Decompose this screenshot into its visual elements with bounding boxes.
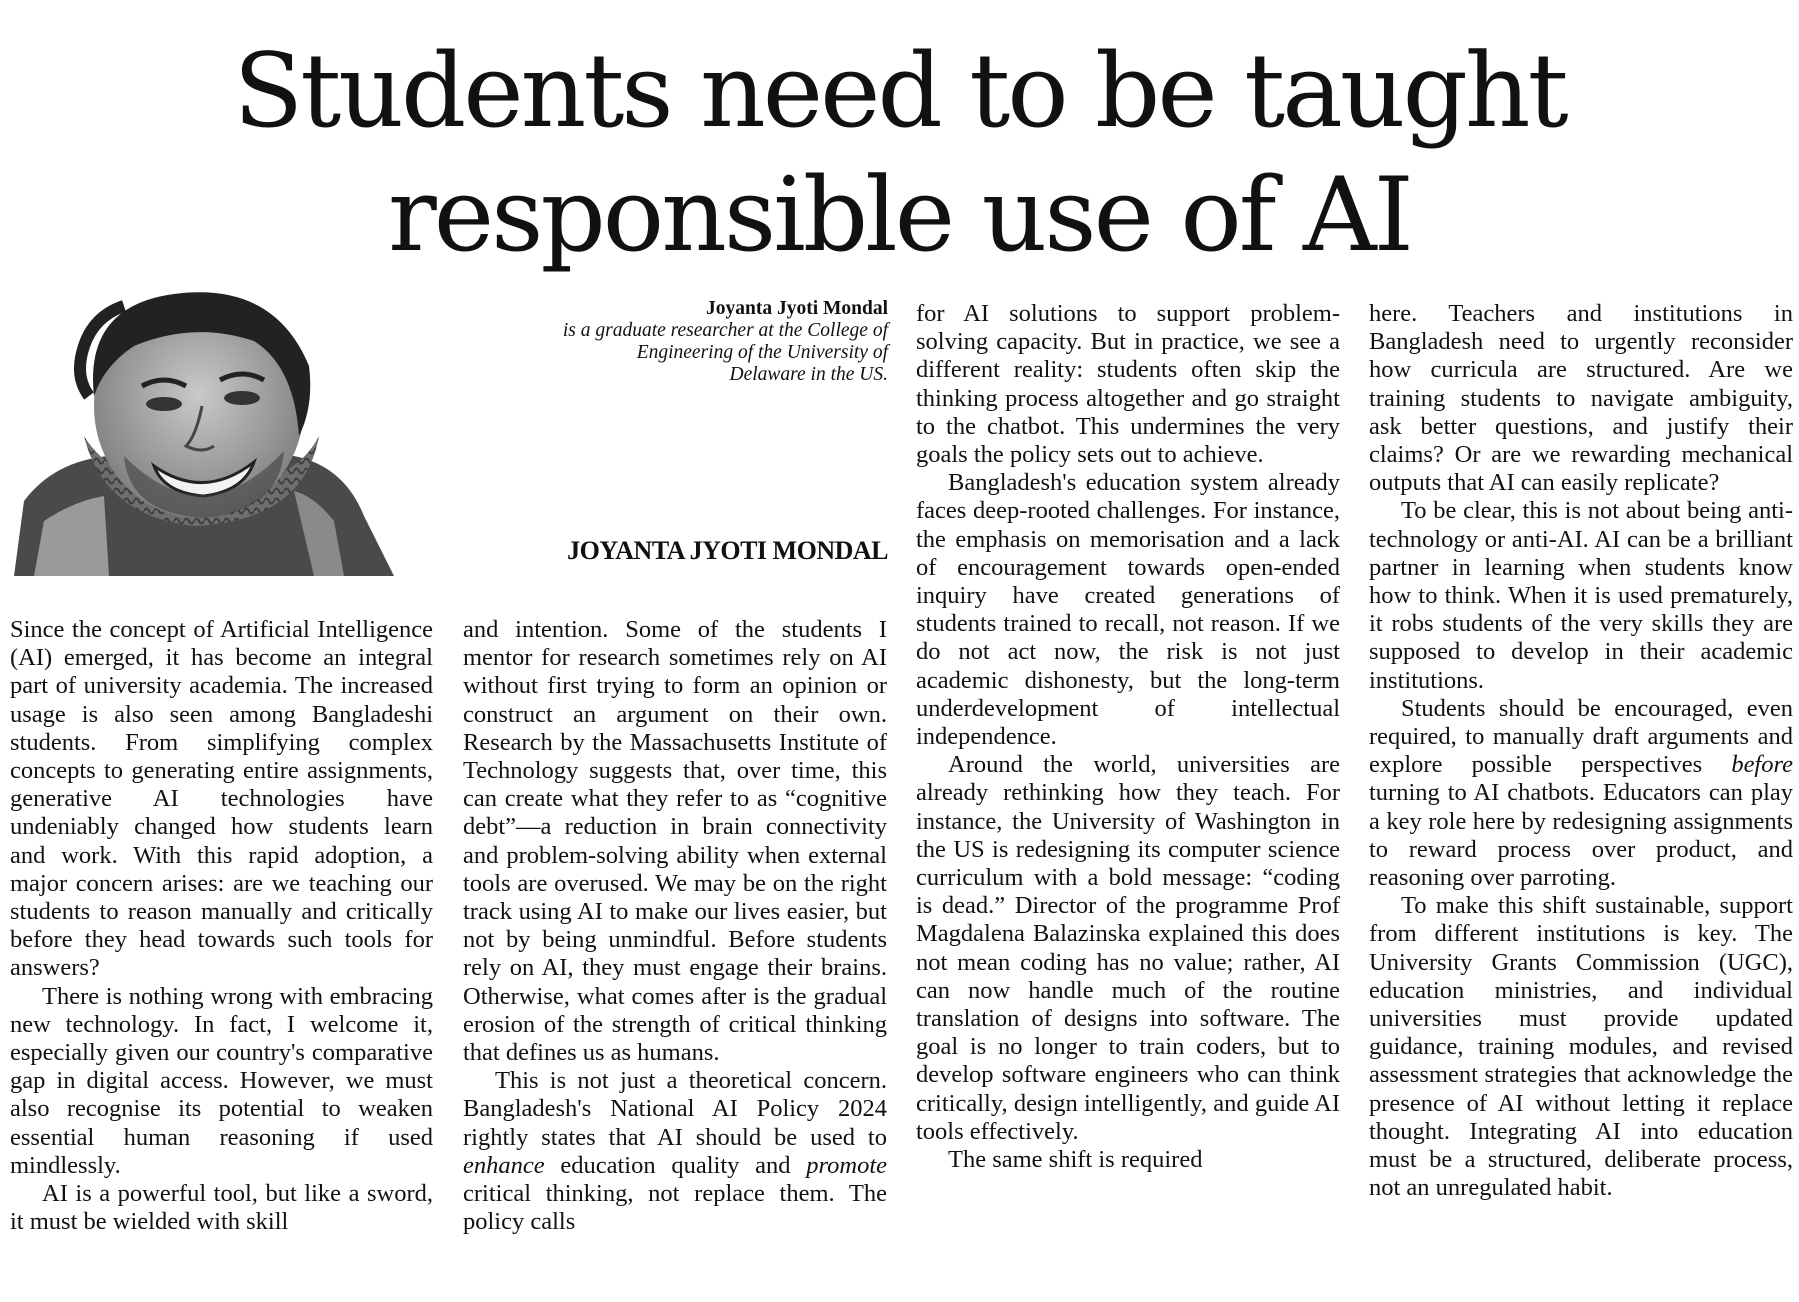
paragraph bbox=[463, 1067, 887, 1236]
paragraph-text: Students should be encouraged, even required, to manually draft arguments and explore possible perspectives bbox=[1369, 694, 1793, 779]
author-photo bbox=[14, 286, 394, 576]
emphasis-enhance: enhance bbox=[463, 1151, 545, 1179]
paragraph: Bangladesh's education system already faces deep-rooted challenges. For instance, the emphasis on memorisation and a lack of encouragement towards open-ended inquiry have created generations of students trained to recall, not reason. If we do not act now, the risk is not just academic dishonesty, but the long-term underdevelopment of intellectual independence. bbox=[916, 469, 1340, 751]
paragraph bbox=[1369, 695, 1793, 892]
paragraph-text: education quality and bbox=[544, 1151, 807, 1179]
paragraph: AI is a powerful tool, but like a sword, it must be wielded with skill bbox=[10, 1180, 433, 1236]
paragraph: here. Teachers and institutions in Bangladesh need to urgently reconsider how curricula are structured. Are we training students to navigate ambiguity, ask better questions, and justify their claims? Or are we rewarding mechanical outputs that AI can easily replicate? bbox=[1369, 300, 1793, 497]
article-column-3 bbox=[916, 300, 1340, 1174]
paragraph: and intention. Some of the students I mentor for research sometimes rely on AI without first trying to form an opinion or construct an argument on their own. Research by the Massachusetts Institute of Technology suggests that, over time, this can create what they refer to as “cognitive debt”—a reduction in brain connectivity and problem-solving ability when external tools are overused. We may be on the right track using AI to make our lives easier, but not by being unmindful. Before students rely on AI, they must engage their brains. Otherwise, what comes after is the gradual erosion of the strength of critical thinking that defines us as humans. bbox=[463, 616, 887, 1067]
headline-line-1: Students need to be taught bbox=[233, 32, 1566, 151]
paragraph-text: This is not just a theoretical concern. Bangladesh's National AI Policy 2024 rightly states that AI should be used to bbox=[463, 1067, 887, 1151]
paragraph: To be clear, this is not about being anti-technology or anti-AI. AI can be a brilliant partner in learning when students know how to think. When it is used prematurely, it robs students of the very skills they are supposed to develop in their academic institutions. bbox=[1369, 497, 1793, 694]
article-column-4 bbox=[1369, 300, 1793, 1203]
emphasis-before: before bbox=[1731, 751, 1793, 779]
paragraph: There is nothing wrong with embracing new technology. In fact, I welcome it, especially given our country's comparative gap in digital access. However, we must also recognise its potential to weaken essential human reasoning if used mindlessly. bbox=[10, 982, 433, 1179]
byline: JOYANTA JYOTI MONDAL bbox=[567, 536, 888, 565]
paragraph-text: critical thinking, not replace them. The policy calls bbox=[463, 1180, 887, 1236]
author-bio bbox=[560, 298, 888, 386]
paragraph: Since the concept of Artificial Intelligence (AI) emerged, it has become an integral part of university academia. The increased usage is also seen among Bangladeshi students. From simplifying complex concepts to generating entire assignments, generative AI technologies have undeniably changed how students learn and work. With this rapid adoption, a major concern arises: are we teaching our students to reason manually and critically before they head towards such tools for answers? bbox=[10, 616, 433, 982]
emphasis-promote: promote bbox=[806, 1151, 887, 1179]
author-bio-name: Joyanta Jyoti Mondal bbox=[705, 298, 888, 319]
paragraph: Around the world, universities are already rethinking how they teach. For instance, the University of Washington in the US is redesigning its computer science curriculum with a bold message: “coding is dead.” Director of the programme Prof Magdalena Balazinska explained this does not mean coding has no value; rather, AI can now handle much of the routine translation of designs into software. The goal is no longer to train coders, but to develop software engineers who can think critically, design intelligently, and guide AI tools effectively. bbox=[916, 751, 1340, 1145]
headline bbox=[0, 30, 1799, 278]
paragraph-text: turning to AI chatbots. Educators can play a key role here by redesigning assignments to reward process over product, and reasoning over parroting. bbox=[1369, 779, 1793, 892]
paragraph: To make this shift sustainable, support from different institutions is key. The University Grants Commission (UGC), education ministries, and individual universities must provide updated guidance, training modules, and revised assessment strategies that acknowledge the presence of AI without letting it replace thought. Integrating AI into education must be a structured, deliberate process, not an unregulated habit. bbox=[1369, 892, 1793, 1202]
article-column-1 bbox=[10, 616, 433, 1236]
article-column-2 bbox=[463, 616, 887, 1236]
headline-line-2: responsible use of AI bbox=[388, 156, 1411, 275]
paragraph: The same shift is required bbox=[948, 1146, 1203, 1174]
author-bio-text: is a graduate researcher at the College of Engineering of the University of Delaware in the US. bbox=[562, 320, 888, 385]
paragraph: for AI solutions to support problem-solving capacity. But in practice, we see a different reality: students often skip the thinking process altogether and go straight to the chatbot. This undermines the very goals the policy sets out to achieve. bbox=[916, 300, 1340, 469]
